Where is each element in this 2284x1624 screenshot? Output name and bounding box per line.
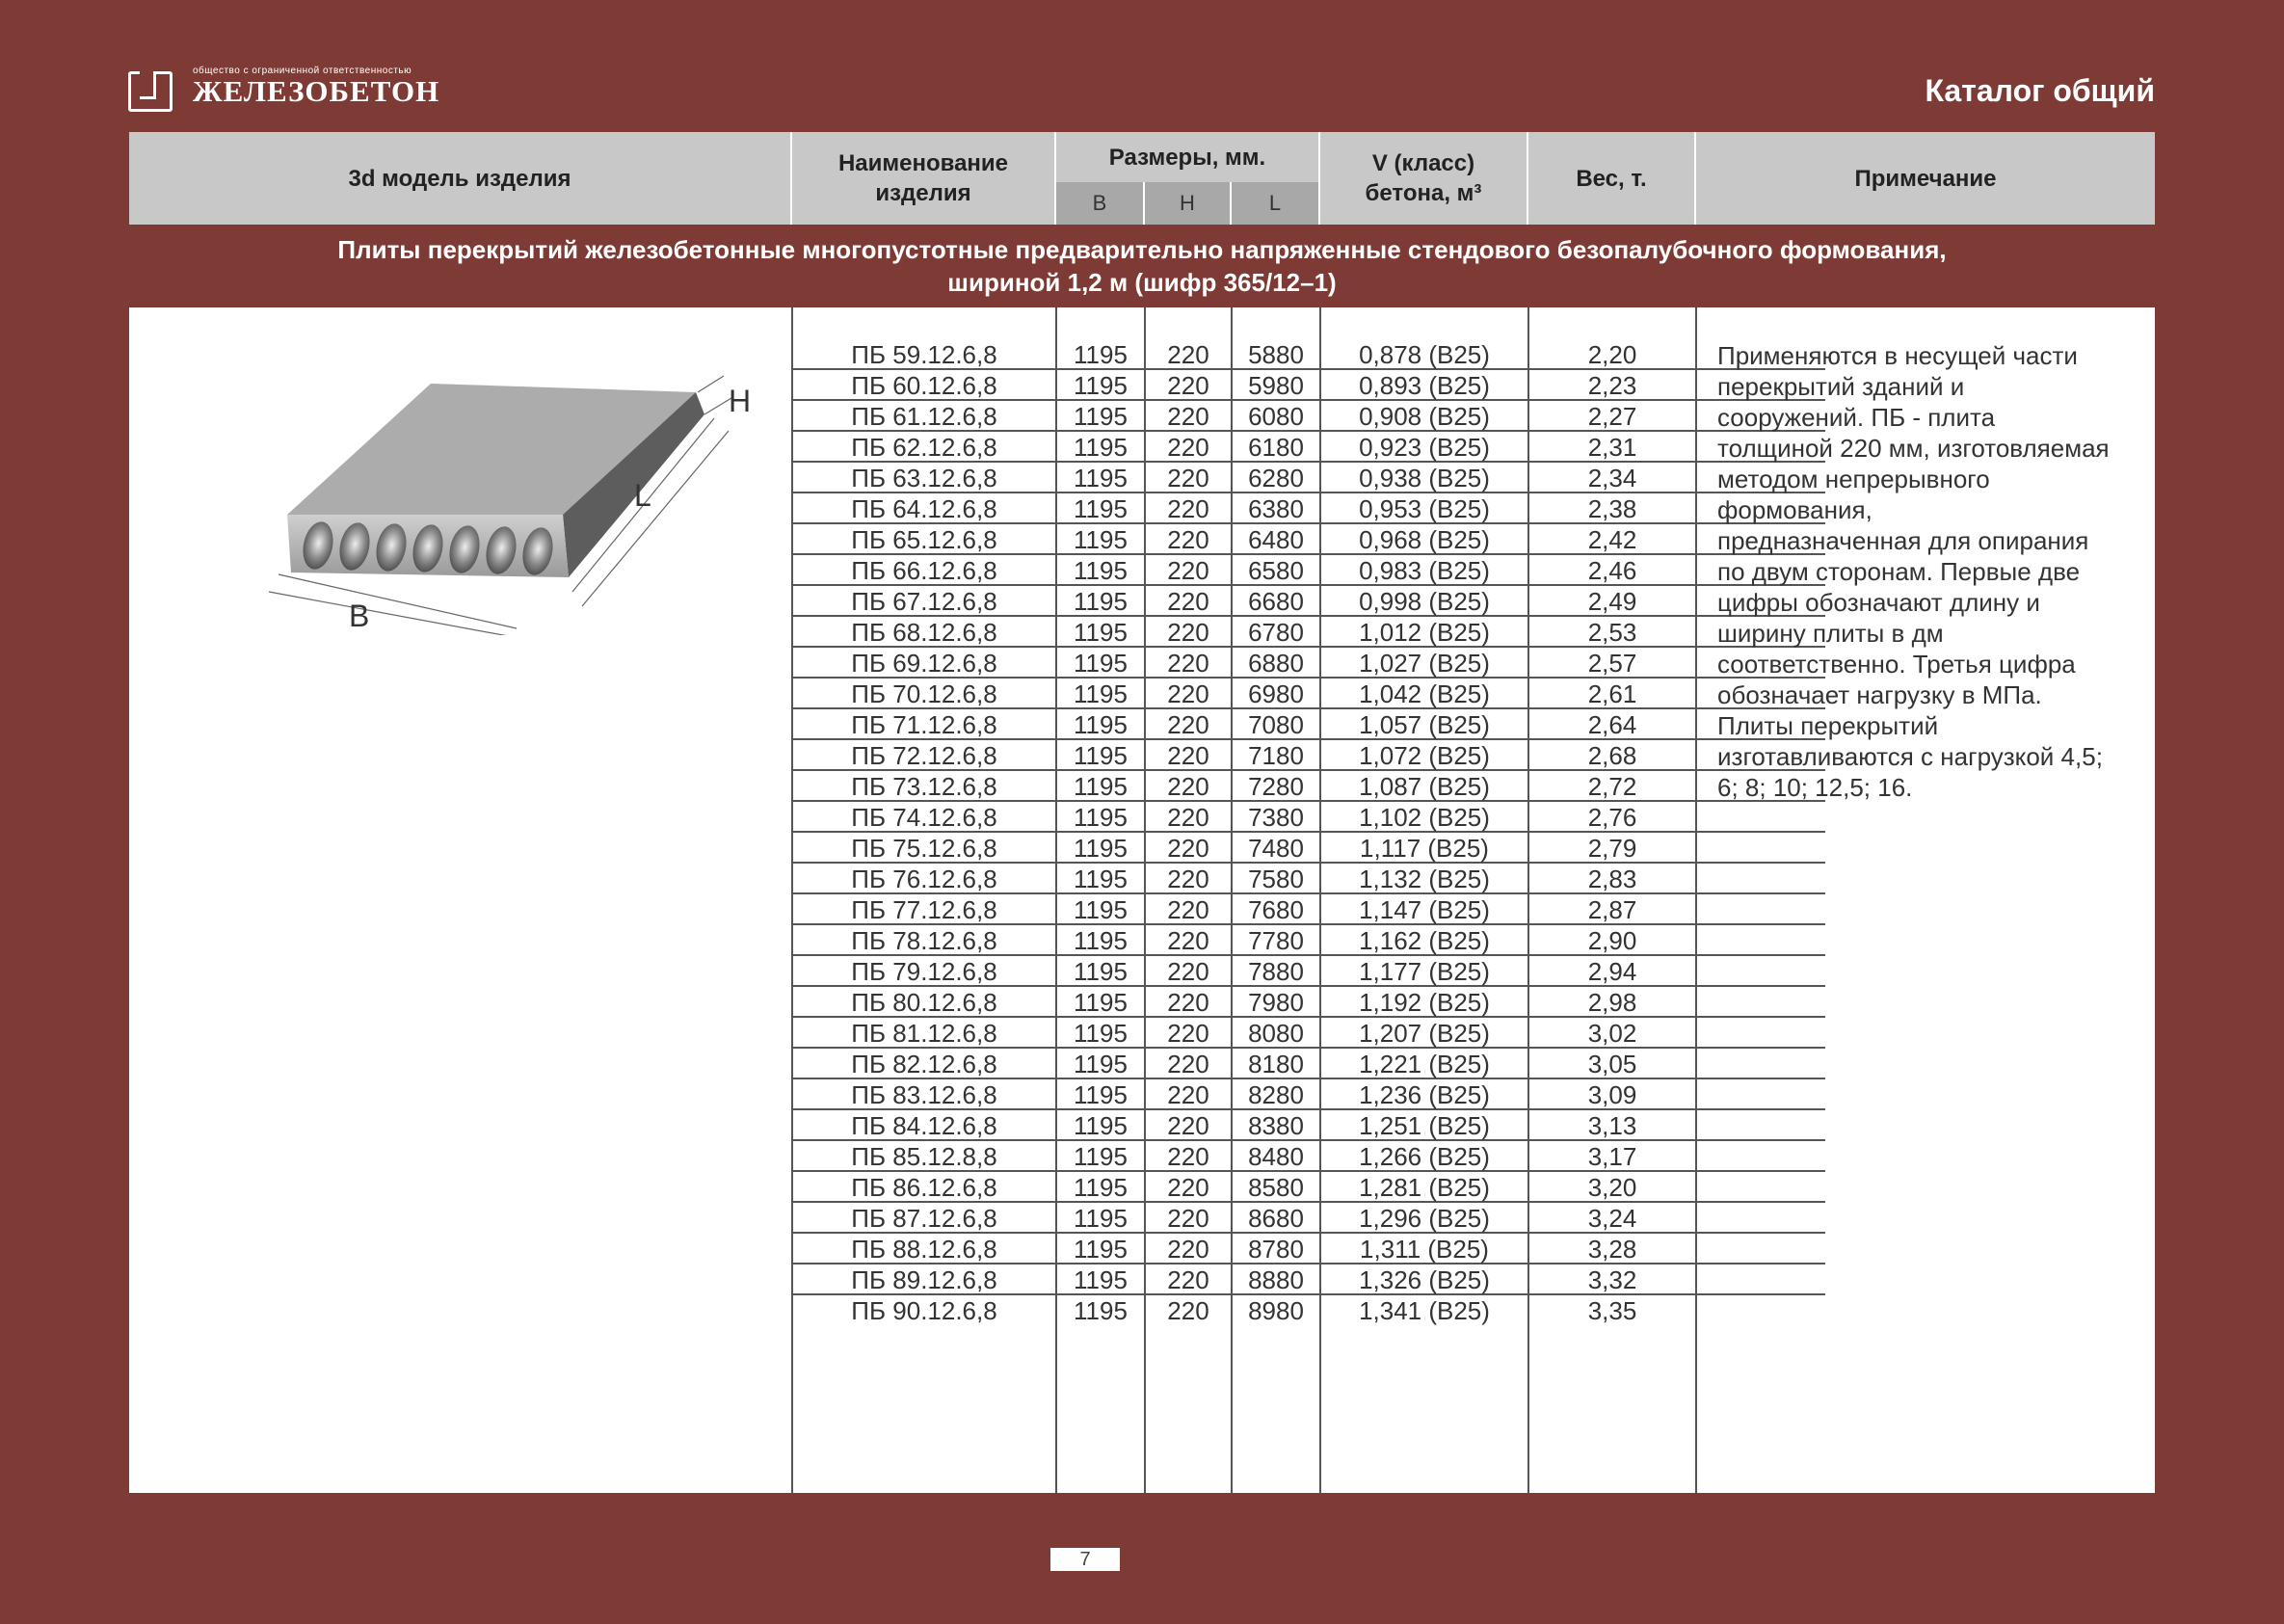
table-row [792,1172,1825,1203]
product-l: 6680 [1248,587,1304,616]
product-b: 1195 [1074,710,1128,739]
dimension-l-label: L [634,478,651,513]
product-weight: 2,27 [1587,402,1637,431]
product-name: ПБ 83.12.6,8 [851,1080,997,1109]
product-weight: 3,28 [1587,1235,1637,1264]
product-weight: 3,32 [1587,1265,1637,1294]
product-volume: 1,147 (B25) [1359,895,1490,924]
product-name: ПБ 87.12.6,8 [851,1204,997,1233]
product-weight: 2,42 [1587,525,1637,554]
product-b: 1195 [1074,741,1128,770]
header-name-line1: Наименование [837,150,1009,176]
product-l: 6980 [1248,679,1304,708]
product-weight: 2,57 [1587,649,1637,678]
note-line: Плиты перекрытий [1717,711,1939,740]
product-h: 220 [1167,587,1209,616]
product-l: 8780 [1248,1235,1304,1264]
product-b: 1195 [1074,402,1128,431]
product-volume: 1,012 (B25) [1359,618,1490,647]
product-weight: 2,64 [1587,710,1637,739]
product-l: 8280 [1248,1080,1304,1109]
product-b: 1195 [1074,371,1128,400]
product-name: ПБ 79.12.6,8 [851,957,997,986]
product-weight: 3,02 [1587,1019,1637,1048]
table-row [792,370,1825,401]
note-line: соответственно. Третья цифра [1717,650,2076,679]
note-line: толщиной 220 мм, изготовляемая [1717,434,2110,463]
product-h: 220 [1167,1265,1209,1294]
product-volume: 0,953 (B25) [1359,494,1490,523]
product-name: ПБ 86.12.6,8 [851,1173,997,1202]
product-h: 220 [1167,1111,1209,1140]
product-b: 1195 [1074,433,1128,462]
product-volume: 1,057 (B25) [1359,710,1490,739]
product-weight: 2,72 [1587,772,1637,801]
product-l: 6480 [1248,525,1304,554]
product-name: ПБ 70.12.6,8 [851,679,997,708]
catalog-title: Каталог общий [1925,73,2155,108]
product-l: 7380 [1248,803,1304,832]
product-l: 6180 [1248,433,1304,462]
note-line: изготавливаются с нагрузкой 4,5; [1717,742,2103,771]
product-name: ПБ 89.12.6,8 [851,1265,997,1294]
product-volume: 1,102 (B25) [1359,803,1490,832]
header-volume-line2: бетона, м³ [1365,180,1482,206]
product-h: 220 [1167,1204,1209,1233]
product-b: 1195 [1074,1019,1128,1048]
product-b: 1195 [1074,1235,1128,1264]
product-name: ПБ 85.12.8,8 [851,1142,997,1171]
product-l: 6380 [1248,494,1304,523]
product-l: 7680 [1248,895,1304,924]
product-l: 5980 [1248,371,1304,400]
product-h: 220 [1167,402,1209,431]
product-l: 7780 [1248,926,1304,955]
product-b: 1195 [1074,957,1128,986]
product-l: 6780 [1248,618,1304,647]
header-name [792,132,1056,225]
product-weight: 3,24 [1587,1204,1637,1233]
table-row [792,586,1825,617]
logo-name: ЖЕЛЕЗОБЕТОН [193,74,440,108]
product-l: 6280 [1248,464,1304,493]
header-weight: Вес, т. [1528,132,1696,225]
product-name: ПБ 82.12.6,8 [851,1050,997,1078]
note-line: ширину плиты в дм [1717,619,1944,648]
product-b: 1195 [1074,679,1128,708]
product-b: 1195 [1074,1173,1128,1202]
product-weight: 2,53 [1587,618,1637,647]
table-row [792,956,1825,987]
note-line: обозначает нагрузку в МПа. [1717,680,2042,709]
section-title [129,225,2155,307]
product-name: ПБ 71.12.6,8 [851,710,997,739]
product-h: 220 [1167,556,1209,585]
table-row [792,1079,1825,1110]
product-l: 7980 [1248,988,1304,1017]
product-weight: 2,98 [1587,988,1637,1017]
product-name: ПБ 74.12.6,8 [851,803,997,832]
product-h: 220 [1167,433,1209,462]
product-h: 220 [1167,865,1209,893]
product-b: 1195 [1074,1050,1128,1078]
product-weight: 2,31 [1587,433,1637,462]
table-row [792,648,1825,679]
slab-3d-model [187,346,804,635]
table-row [792,1295,1825,1326]
product-volume: 0,998 (B25) [1359,587,1490,616]
product-volume: 0,893 (B25) [1359,371,1490,400]
note-line: формования, [1717,495,1872,524]
product-weight: 2,90 [1587,926,1637,955]
product-l: 8980 [1248,1296,1304,1325]
table-row [792,1234,1825,1265]
product-volume: 1,311 (B25) [1360,1235,1489,1264]
product-volume: 1,132 (B25) [1359,865,1490,893]
product-l: 7080 [1248,710,1304,739]
product-name: ПБ 68.12.6,8 [851,618,997,647]
product-name: ПБ 84.12.6,8 [851,1111,997,1140]
product-h: 220 [1167,340,1209,369]
note-text [1717,340,2141,803]
product-l: 8680 [1248,1204,1304,1233]
product-l: 6580 [1248,556,1304,585]
product-weight: 2,87 [1587,895,1637,924]
product-h: 220 [1167,525,1209,554]
table-row [792,740,1825,771]
product-name: ПБ 65.12.6,8 [851,525,997,554]
product-h: 220 [1167,710,1209,739]
product-weight: 2,46 [1587,556,1637,585]
product-name: ПБ 88.12.6,8 [851,1235,997,1264]
product-volume: 1,162 (B25) [1359,926,1490,955]
product-h: 220 [1167,679,1209,708]
product-l: 7580 [1248,865,1304,893]
product-l: 6880 [1248,649,1304,678]
dimension-b-label: B [349,599,370,633]
note-line: перекрытий зданий и [1717,372,1965,401]
product-b: 1195 [1074,494,1128,523]
table-row [792,1203,1825,1234]
logo-subtitle: общество с ограниченной ответственностью [193,66,412,76]
product-l: 7880 [1248,957,1304,986]
product-h: 220 [1167,464,1209,493]
table-row [792,771,1825,802]
product-volume: 1,296 (B25) [1359,1204,1490,1233]
product-l: 5880 [1248,340,1304,369]
product-volume: 1,087 (B25) [1359,772,1490,801]
product-weight: 3,05 [1587,1050,1637,1078]
table-row [792,555,1825,586]
table-row [792,1049,1825,1079]
header-note: Примечание [1854,165,1997,192]
product-h: 220 [1167,1080,1209,1109]
note-line: предназначенная для опирания [1717,526,2089,555]
product-h: 220 [1167,649,1209,678]
product-l: 8580 [1248,1173,1304,1202]
product-h: 220 [1167,834,1209,863]
product-weight: 3,09 [1587,1080,1637,1109]
product-weight: 2,34 [1587,464,1637,493]
header-volume [1320,132,1528,225]
table-row [792,802,1825,833]
product-name: ПБ 69.12.6,8 [851,649,997,678]
header-sizes: Размеры, мм. [1056,132,1320,182]
catalog-table [129,132,2155,1493]
product-b: 1195 [1074,587,1128,616]
product-name: ПБ 67.12.6,8 [851,587,997,616]
product-l: 7180 [1248,741,1304,770]
header-h: H [1145,182,1232,225]
product-volume: 1,221 (B25) [1359,1050,1490,1078]
product-l: 8380 [1248,1111,1304,1140]
product-name: ПБ 78.12.6,8 [851,926,997,955]
product-h: 220 [1167,1173,1209,1202]
table-row [792,679,1825,709]
product-l: 7280 [1248,772,1304,801]
product-b: 1195 [1074,340,1128,369]
product-h: 220 [1167,1142,1209,1171]
header-l: L [1232,182,1320,225]
product-l: 8180 [1248,1050,1304,1078]
product-b: 1195 [1074,649,1128,678]
product-weight: 2,94 [1587,957,1637,986]
product-name: ПБ 63.12.6,8 [851,464,997,493]
product-volume: 1,236 (B25) [1359,1080,1490,1109]
product-b: 1195 [1074,926,1128,955]
product-weight: 2,20 [1587,340,1637,369]
product-volume: 0,908 (B25) [1359,402,1490,431]
product-weight: 2,61 [1587,679,1637,708]
product-volume: 1,207 (B25) [1359,1019,1490,1048]
table-row [792,1110,1825,1141]
product-h: 220 [1167,1050,1209,1078]
header-model: 3d модель изделия [129,132,792,225]
page-number: 7 [1050,1548,1120,1571]
product-h: 220 [1167,957,1209,986]
product-h: 220 [1167,618,1209,647]
product-h: 220 [1167,1235,1209,1264]
logo-mark-icon [128,71,173,112]
note-line: по двум сторонам. Первые две [1717,557,2081,586]
product-name: ПБ 62.12.6,8 [851,433,997,462]
product-b: 1195 [1074,556,1128,585]
product-h: 220 [1167,1019,1209,1048]
product-weight: 2,76 [1587,803,1637,832]
product-name: ПБ 81.12.6,8 [851,1019,997,1048]
product-name: ПБ 76.12.6,8 [851,865,997,893]
product-weight: 3,35 [1587,1296,1637,1325]
product-name: ПБ 61.12.6,8 [851,402,997,431]
product-h: 220 [1167,803,1209,832]
product-name: ПБ 66.12.6,8 [851,556,997,585]
product-weight: 2,68 [1587,741,1637,770]
table-row [792,894,1825,925]
product-volume: 0,968 (B25) [1359,525,1490,554]
product-name: ПБ 75.12.6,8 [851,834,997,863]
product-volume: 1,281 (B25) [1359,1173,1490,1202]
product-weight: 2,83 [1587,865,1637,893]
dimension-h-label: H [729,384,752,418]
product-volume: 1,027 (B25) [1359,649,1490,678]
header-volume-line1: V (класс) [1371,150,1475,176]
product-l: 7480 [1248,834,1304,863]
product-volume: 1,341 (B25) [1359,1296,1490,1325]
product-b: 1195 [1074,525,1128,554]
product-name: ПБ 80.12.6,8 [851,988,997,1017]
product-volume: 1,177 (B25) [1359,957,1490,986]
product-weight: 2,49 [1587,587,1637,616]
product-h: 220 [1167,1296,1209,1325]
note-line: 6; 8; 10; 12,5; 16. [1717,773,1913,802]
product-volume: 1,042 (B25) [1359,679,1490,708]
table-row [792,432,1825,463]
product-volume: 1,192 (B25) [1359,988,1490,1017]
product-volume: 0,983 (B25) [1359,556,1490,585]
product-name: ПБ 72.12.6,8 [851,741,997,770]
note-line: сооружений. ПБ - плита [1717,403,1996,432]
product-b: 1195 [1074,895,1128,924]
product-h: 220 [1167,741,1209,770]
table-row [792,401,1825,432]
product-b: 1195 [1074,1111,1128,1140]
table-row [792,339,1825,370]
product-volume: 1,251 (B25) [1359,1111,1490,1140]
product-weight: 2,23 [1587,371,1637,400]
note-line: Применяются в несущей части [1717,341,2078,370]
table-row [792,925,1825,956]
product-b: 1195 [1074,1142,1128,1171]
product-b: 1195 [1074,1080,1128,1109]
product-volume: 1,072 (B25) [1359,741,1490,770]
product-h: 220 [1167,895,1209,924]
product-name: ПБ 77.12.6,8 [851,895,997,924]
table-row [792,833,1825,864]
header-b: B [1056,182,1145,225]
product-h: 220 [1167,926,1209,955]
product-b: 1195 [1074,464,1128,493]
product-volume: 0,923 (B25) [1359,433,1490,462]
product-b: 1195 [1074,803,1128,832]
product-l: 6080 [1248,402,1304,431]
product-weight: 3,20 [1587,1173,1637,1202]
product-b: 1195 [1074,834,1128,863]
product-h: 220 [1167,988,1209,1017]
product-weight: 3,13 [1587,1111,1637,1140]
product-name: ПБ 73.12.6,8 [851,772,997,801]
table-row [792,1018,1825,1049]
product-b: 1195 [1074,988,1128,1017]
product-b: 1195 [1074,1265,1128,1294]
product-name: ПБ 59.12.6,8 [851,340,997,369]
product-volume: 1,117 (B25) [1360,834,1489,863]
product-l: 8880 [1248,1265,1304,1294]
section-title-line1: Плиты перекрытий железобетонные многопустотные предварительно напряженные стендового безопалубочного формования, [337,235,1947,264]
section-title-line2: шириной 1,2 м (шифр 365/12–1) [947,268,1337,297]
table-row [792,987,1825,1018]
product-b: 1195 [1074,772,1128,801]
product-volume: 1,266 (B25) [1359,1142,1490,1171]
product-b: 1195 [1074,1296,1128,1325]
product-name: ПБ 60.12.6,8 [851,371,997,400]
table-row [792,864,1825,894]
table-row [792,463,1825,493]
product-volume: 0,878 (B25) [1359,340,1490,369]
product-l: 8080 [1248,1019,1304,1048]
product-l: 8480 [1248,1142,1304,1171]
note-line: цифры обозначают длину и [1717,588,2040,617]
table-row [792,1265,1825,1295]
product-volume: 1,326 (B25) [1359,1265,1490,1294]
product-name: ПБ 64.12.6,8 [851,494,997,523]
product-weight: 2,38 [1587,494,1637,523]
table-row [792,524,1825,555]
product-h: 220 [1167,772,1209,801]
table-row [792,1141,1825,1172]
product-b: 1195 [1074,618,1128,647]
product-b: 1195 [1074,865,1128,893]
product-b: 1195 [1074,1204,1128,1233]
header-name-line2: изделия [875,180,971,206]
product-name: ПБ 90.12.6,8 [851,1296,997,1325]
note-line: методом непрерывного [1717,465,1990,493]
table-row [792,617,1825,648]
product-weight: 3,17 [1587,1142,1637,1171]
table-row [792,493,1825,524]
product-h: 220 [1167,494,1209,523]
product-h: 220 [1167,371,1209,400]
product-weight: 2,79 [1587,834,1637,863]
product-volume: 0,938 (B25) [1359,464,1490,493]
table-row [792,709,1825,740]
